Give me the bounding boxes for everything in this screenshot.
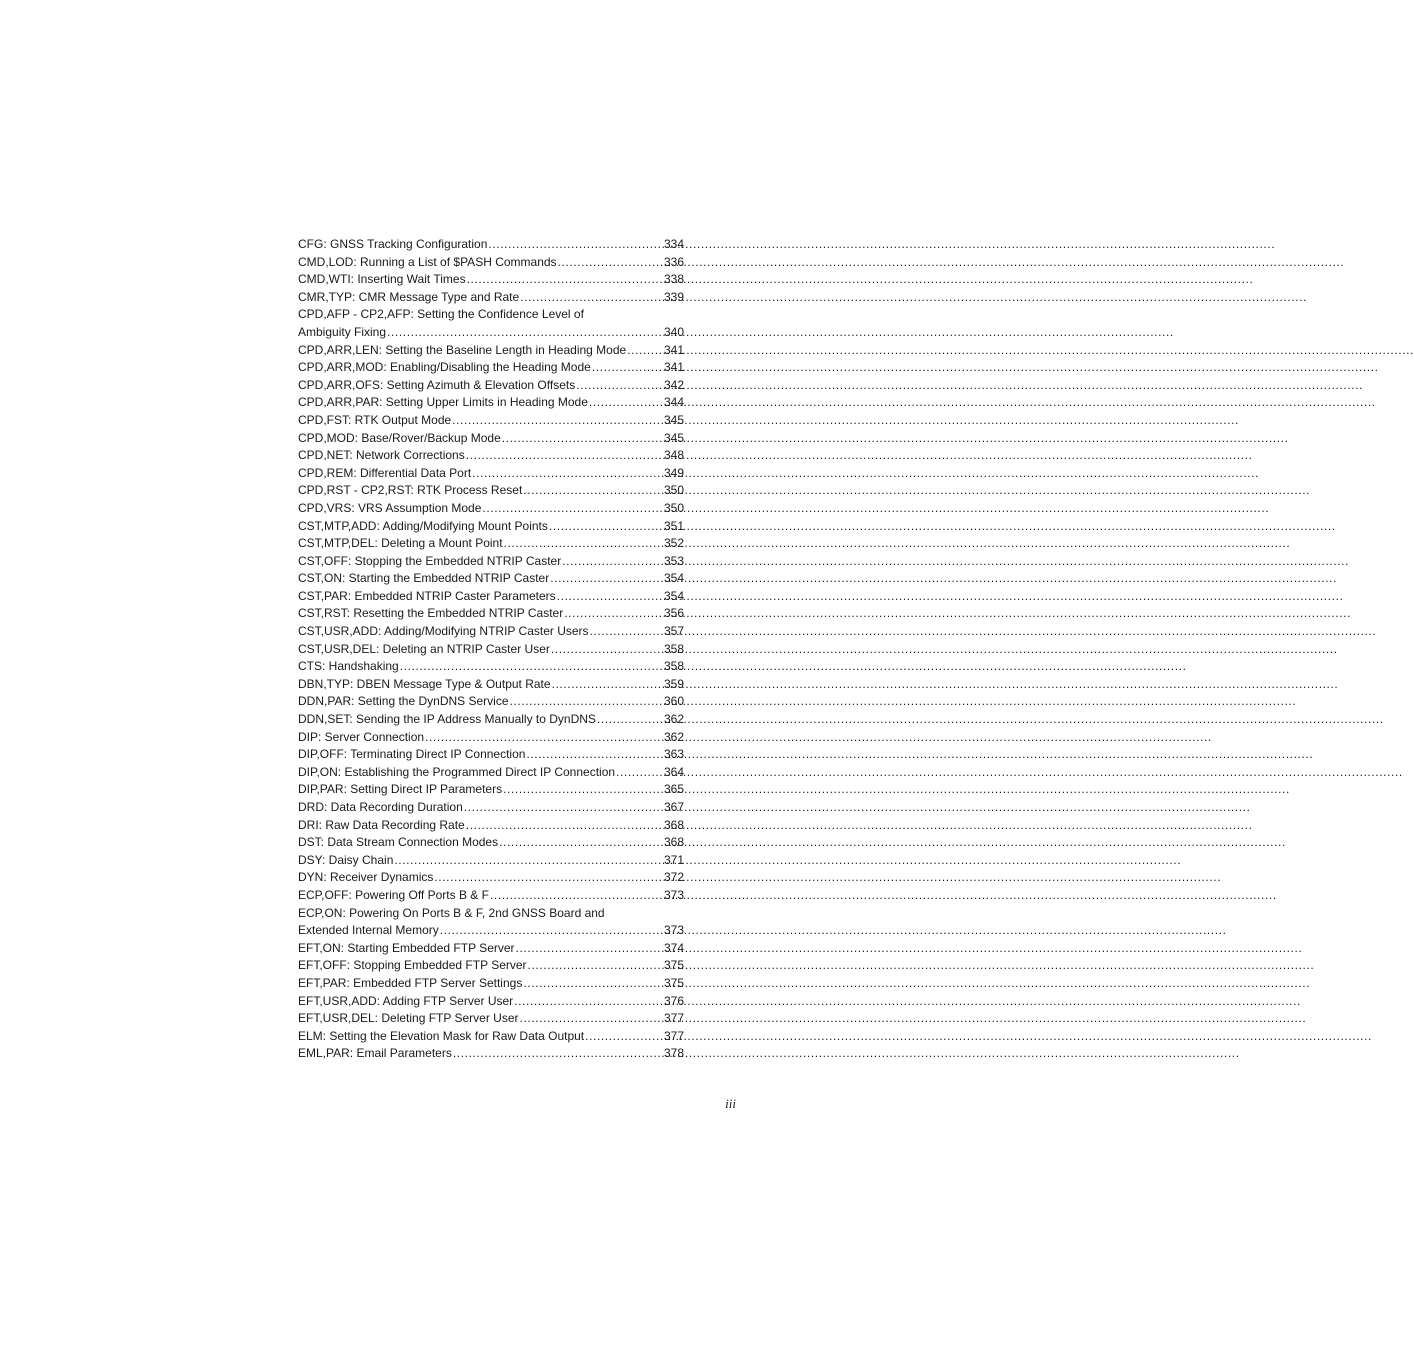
toc-entry-title: Extended Internal Memory xyxy=(298,923,439,938)
toc-entry-page-number: 360 xyxy=(663,694,684,709)
toc-entry-page-number: 372 xyxy=(663,870,684,885)
toc-entry-title: CPD,VRS: VRS Assumption Mode xyxy=(298,500,482,515)
toc-entry[interactable] xyxy=(298,729,684,747)
toc-entry-page-number: 368 xyxy=(663,835,684,850)
toc-entry[interactable] xyxy=(298,957,684,975)
dot-leader xyxy=(557,588,663,606)
dot-leader xyxy=(499,834,663,852)
toc-entry-page-number: 364 xyxy=(663,764,684,779)
dot-leader xyxy=(528,957,663,975)
toc-entry-page-number: 374 xyxy=(663,940,684,955)
toc-entry-title: CPD,RST - CP2,RST: RTK Process Reset xyxy=(298,483,523,498)
toc-entry-title: CPD,NET: Network Corrections xyxy=(298,448,465,463)
toc-entry[interactable] xyxy=(298,482,684,500)
toc-entry-page-number: 341 xyxy=(663,360,684,375)
toc-entry-title: DDN,SET: Sending the IP Address Manually to DynDNS xyxy=(298,712,596,727)
toc-entry[interactable] xyxy=(298,377,684,395)
dot-leader xyxy=(550,570,663,588)
toc-entry[interactable] xyxy=(298,570,684,588)
toc-entry-page-number: 373 xyxy=(663,923,684,938)
dot-leader xyxy=(592,359,663,377)
toc-entry-title: CST,ON: Starting the Embedded NTRIP Caster xyxy=(298,571,550,586)
dot-leader xyxy=(425,729,663,747)
dot-leader xyxy=(526,746,663,764)
dot-leader xyxy=(488,236,663,254)
toc-entry[interactable] xyxy=(298,412,684,430)
toc-entry-title: DRD: Data Recording Duration xyxy=(298,800,463,814)
toc-entry-page-number: 375 xyxy=(663,958,684,973)
toc-entry-page-number: 334 xyxy=(663,237,684,251)
toc-entry-page-number: 368 xyxy=(663,817,684,832)
toc-entry-title: CPD,REM: Differential Data Port xyxy=(298,465,472,480)
toc-entry-title: CTS: Handshaking xyxy=(298,659,399,674)
dot-leader xyxy=(502,430,663,448)
toc-entry-title: DIP,PAR: Setting Direct IP Parameters xyxy=(298,782,503,797)
toc-entry-page-number: 358 xyxy=(663,641,684,656)
toc-entry-page-number: 345 xyxy=(663,430,684,445)
toc-entry-page-number: 336 xyxy=(663,254,684,269)
toc-entry[interactable] xyxy=(298,236,684,254)
toc-entry-page-number: 357 xyxy=(663,624,684,639)
toc-entry-page-number: 339 xyxy=(663,289,684,304)
toc-entry-page-number: 373 xyxy=(663,887,684,902)
toc-entry[interactable] xyxy=(298,447,684,465)
toc-entry-title: Ambiguity Fixing xyxy=(298,324,387,339)
toc-entry-title: EFT,ON: Starting Embedded FTP Server xyxy=(298,940,515,955)
toc-entry-page-number: 375 xyxy=(663,975,684,990)
toc-entry-page-number: 362 xyxy=(663,729,684,744)
toc-entry[interactable] xyxy=(298,676,684,694)
toc-entry-page-number: 377 xyxy=(663,1028,684,1043)
dot-leader xyxy=(482,500,663,518)
toc-entry[interactable] xyxy=(298,887,684,905)
dot-leader xyxy=(516,940,663,958)
toc-entry[interactable] xyxy=(298,1045,684,1063)
toc-entry-title: CPD,ARR,MOD: Enabling/Disabling the Heading Mode xyxy=(298,360,591,375)
toc-entry[interactable] xyxy=(298,535,684,553)
toc-entry-title: ELM: Setting the Elevation Mask for Raw Data Output xyxy=(298,1028,585,1043)
toc-entry[interactable] xyxy=(298,518,684,536)
toc-entry-title: CST,MTP,ADD: Adding/Modifying Mount Points xyxy=(298,518,548,533)
toc-entry[interactable] xyxy=(298,271,684,289)
toc-entry-title-first-line: ECP,ON: Powering On Ports B & F, 2nd GNSS Board and xyxy=(298,905,605,920)
toc-entry[interactable] xyxy=(298,764,684,782)
dot-leader xyxy=(387,324,663,342)
dot-leader xyxy=(472,465,663,483)
dot-leader xyxy=(523,482,663,500)
toc-entry[interactable] xyxy=(298,693,684,711)
dot-leader xyxy=(585,1028,663,1046)
toc-entry-title-first-line: CPD,AFP - CP2,AFP: Setting the Confidence Level of xyxy=(298,307,584,322)
toc-entry-page-number: 359 xyxy=(663,676,684,691)
toc-entry-title: DIP,OFF: Terminating Direct IP Connection xyxy=(298,747,526,762)
toc-entry-page-number: 341 xyxy=(663,342,684,357)
toc-entry-title: CMD,LOD: Running a List of $PASH Commands xyxy=(298,254,557,269)
toc-entry-title: EML,PAR: Email Parameters xyxy=(298,1046,452,1061)
toc-entry-title: EFT,PAR: Embedded FTP Server Settings xyxy=(298,975,523,990)
dot-leader xyxy=(589,394,663,412)
toc-entry[interactable] xyxy=(298,905,684,940)
toc-entry-title: CPD,MOD: Base/Rover/Backup Mode xyxy=(298,430,501,445)
toc-entry-title: EFT,USR,ADD: Adding FTP Server User xyxy=(298,993,514,1008)
toc-entry[interactable] xyxy=(298,342,684,360)
toc-entry-title: CST,USR,ADD: Adding/Modifying NTRIP Caster Users xyxy=(298,624,589,639)
toc-entry[interactable] xyxy=(298,817,684,835)
toc-entry-page-number: 342 xyxy=(663,377,684,392)
dot-leader xyxy=(523,975,663,993)
toc-entry-page-number: 345 xyxy=(663,412,684,427)
toc-entry-title: CPD,ARR,PAR: Setting Upper Limits in Heading Mode xyxy=(298,395,588,410)
toc-entry[interactable] xyxy=(298,940,684,958)
toc-entry-page-number: 358 xyxy=(663,659,684,674)
toc-entry-title: DYN: Receiver Dynamics xyxy=(298,870,434,885)
toc-entry-title: CST,RST: Resetting the Embedded NTRIP Caster xyxy=(298,606,564,621)
toc-entry-title: EFT,OFF: Stopping Embedded FTP Server xyxy=(298,958,527,973)
toc-entry[interactable] xyxy=(298,306,684,341)
toc-entry-title: CMD,WTI: Inserting Wait Times xyxy=(298,272,466,287)
dot-leader xyxy=(394,852,663,870)
dot-leader xyxy=(504,535,663,553)
dot-leader xyxy=(558,254,663,272)
toc-entry-title: DSY: Daisy Chain xyxy=(298,852,394,867)
dot-leader xyxy=(464,799,663,817)
toc-entry-title: CST,USR,DEL: Deleting an NTRIP Caster User xyxy=(298,641,550,656)
toc-entry[interactable] xyxy=(298,852,684,870)
dot-leader xyxy=(510,693,663,711)
toc-entry-page-number: 352 xyxy=(663,536,684,551)
toc-entry[interactable] xyxy=(298,746,684,764)
toc-entry-page-number: 350 xyxy=(663,500,684,515)
toc-entry[interactable] xyxy=(298,394,684,412)
dot-leader xyxy=(520,289,663,307)
dot-leader xyxy=(400,658,663,676)
toc-entry[interactable] xyxy=(298,658,684,676)
toc-entry[interactable] xyxy=(298,799,684,817)
toc-entry[interactable] xyxy=(298,623,684,641)
toc-entry-title: DDN,PAR: Setting the DynDNS Service xyxy=(298,694,509,709)
toc-entry-title: CST,OFF: Stopping the Embedded NTRIP Caster xyxy=(298,553,562,568)
dot-leader xyxy=(552,676,663,694)
toc-entry-page-number: 363 xyxy=(663,747,684,762)
toc-entry-page-number: 377 xyxy=(663,1011,684,1026)
dot-leader xyxy=(440,922,663,940)
toc-entry-page-number: 340 xyxy=(663,324,684,339)
dot-leader xyxy=(453,1045,663,1063)
toc-entry-page-number: 378 xyxy=(663,1046,684,1061)
toc-entry-title: CPD,FST: RTK Output Mode xyxy=(298,412,452,427)
dot-leader xyxy=(503,781,663,799)
toc-entry-title: ECP,OFF: Powering Off Ports B & F xyxy=(298,887,489,902)
toc-entry-page-number: 350 xyxy=(663,483,684,498)
dot-leader xyxy=(434,869,663,887)
toc-entry-title: CMR,TYP: CMR Message Type and Rate xyxy=(298,289,520,304)
toc-entry[interactable] xyxy=(298,289,684,307)
dot-leader xyxy=(467,271,663,289)
toc-entry[interactable] xyxy=(298,605,684,623)
dot-leader xyxy=(562,553,663,571)
dot-leader xyxy=(590,623,663,641)
dot-leader xyxy=(564,605,663,623)
dot-leader xyxy=(597,711,663,729)
toc-entry-title: DBN,TYP: DBEN Message Type & Output Rate xyxy=(298,676,551,691)
toc-entry-page-number: 349 xyxy=(663,465,684,480)
toc-entry-title: CST,PAR: Embedded NTRIP Caster Parameters xyxy=(298,588,556,603)
toc-entry[interactable] xyxy=(298,1010,684,1028)
toc-entry[interactable] xyxy=(298,711,684,729)
toc-entry-page-number: 376 xyxy=(663,993,684,1008)
toc-entry-page-number: 354 xyxy=(663,588,684,603)
toc-entry[interactable] xyxy=(298,500,684,518)
dot-leader xyxy=(514,993,663,1011)
toc-entry[interactable] xyxy=(298,430,684,448)
toc-entry-page-number: 362 xyxy=(663,712,684,727)
toc-entry[interactable] xyxy=(298,588,684,606)
toc-entry-title: CPD,ARR,OFS: Setting Azimuth & Elevation Offsets xyxy=(298,377,576,392)
toc-entry[interactable] xyxy=(298,553,684,571)
toc-entry[interactable] xyxy=(298,254,684,272)
toc-entry-page-number: 356 xyxy=(663,606,684,621)
toc-entry-page-number: 371 xyxy=(663,852,684,867)
dot-leader xyxy=(466,817,663,835)
toc-entry-title: EFT,USR,DEL: Deleting FTP Server User xyxy=(298,1011,519,1026)
toc-entry-page-number: 351 xyxy=(663,518,684,533)
toc-entry-page-number: 348 xyxy=(663,448,684,463)
toc-entry-title: CPD,ARR,LEN: Setting the Baseline Length in Heading Mode xyxy=(298,342,627,357)
toc-entry-page-number: 365 xyxy=(663,782,684,797)
toc-entry-page-number: 353 xyxy=(663,553,684,568)
dot-leader xyxy=(616,764,663,782)
dot-leader xyxy=(466,447,663,465)
toc-entry[interactable] xyxy=(298,359,684,377)
toc-entry-page-number: 344 xyxy=(663,395,684,410)
dot-leader xyxy=(549,518,663,536)
dot-leader xyxy=(452,412,663,430)
toc-entry-title: DIP: Server Connection xyxy=(298,729,425,744)
toc-entry[interactable] xyxy=(298,975,684,993)
toc-entry-page-number: 338 xyxy=(663,272,684,287)
toc-entry[interactable] xyxy=(298,869,684,887)
table-of-contents xyxy=(298,236,684,1063)
toc-entry[interactable] xyxy=(298,641,684,659)
toc-entry[interactable] xyxy=(298,465,684,483)
page-number: iii xyxy=(725,1096,736,1111)
toc-entry[interactable] xyxy=(298,1028,684,1046)
toc-entry-title: DIP,ON: Establishing the Programmed Direct IP Connection xyxy=(298,764,616,779)
dot-leader xyxy=(551,641,663,659)
toc-entry-title: CFG: GNSS Tracking Configuration xyxy=(298,237,488,251)
dot-leader xyxy=(520,1010,663,1028)
toc-entry[interactable] xyxy=(298,993,684,1011)
dot-leader xyxy=(490,887,663,905)
toc-entry-page-number: 354 xyxy=(663,571,684,586)
toc-entry[interactable] xyxy=(298,781,684,799)
dot-leader xyxy=(627,342,663,360)
toc-entry-page-number: 367 xyxy=(663,800,684,814)
toc-entry-title: DST: Data Stream Connection Modes xyxy=(298,835,499,850)
dot-leader xyxy=(576,377,663,395)
toc-entry-title: DRI: Raw Data Recording Rate xyxy=(298,817,465,832)
toc-entry[interactable] xyxy=(298,834,684,852)
toc-entry-title: CST,MTP,DEL: Deleting a Mount Point xyxy=(298,536,503,551)
